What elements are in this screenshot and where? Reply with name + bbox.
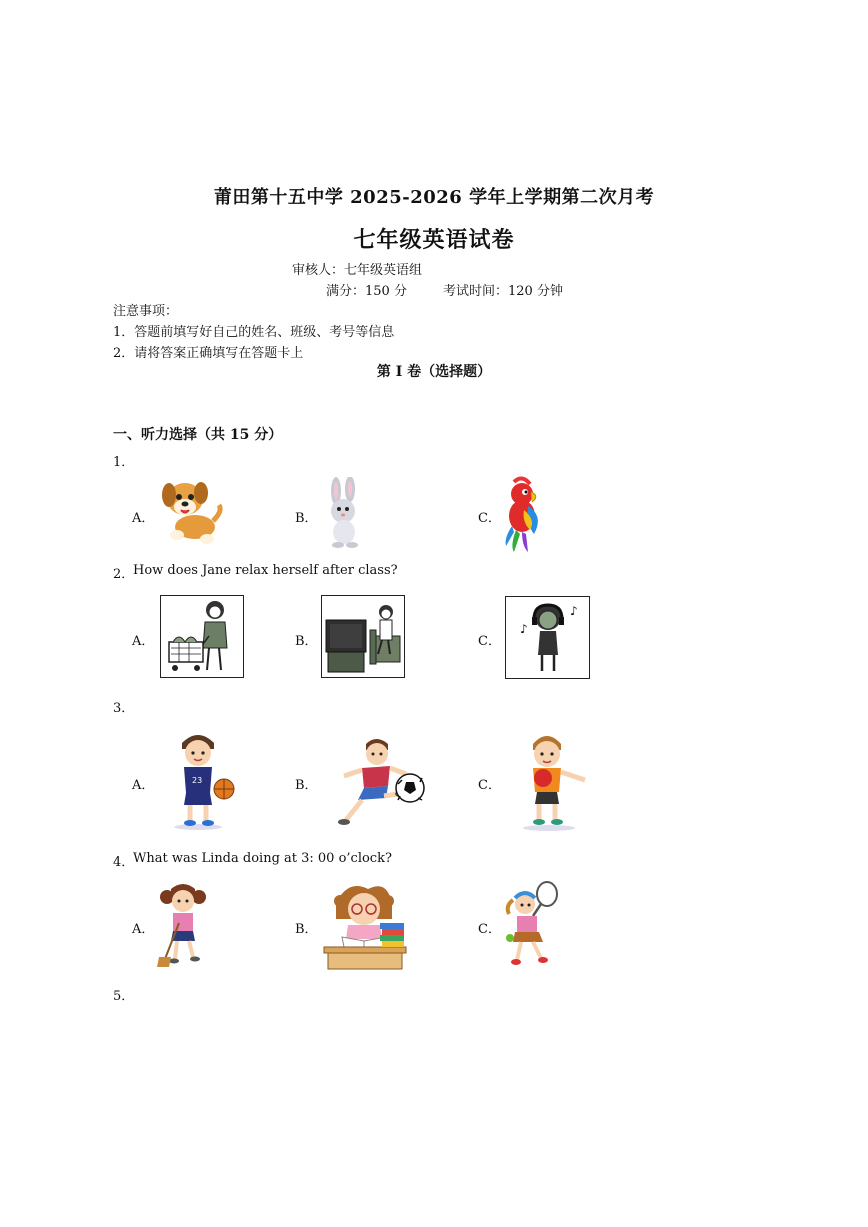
q1-option-a: A． — [132, 511, 155, 526]
q3-option-c: C． — [478, 778, 501, 793]
exam-title: 七年级英语试卷 — [353, 227, 515, 253]
watching-tv-picture-frame — [321, 595, 405, 678]
exam-time: 考试时间：120 分钟 — [443, 284, 563, 299]
listening-music-picture-frame — [505, 596, 590, 679]
full-score: 满分：150 分 — [326, 284, 407, 299]
q4-option-c: C． — [478, 922, 501, 937]
question-2-text: How does Jane relax herself after class? — [133, 563, 398, 578]
dog-icon — [155, 475, 225, 547]
shopping-icon — [161, 596, 243, 677]
question-5-label: 5． — [113, 989, 135, 1004]
q4-option-a: A． — [132, 922, 155, 937]
parrot-icon — [500, 476, 548, 552]
ping-pong-icon — [515, 730, 593, 832]
question-3-label: 3． — [113, 701, 135, 716]
question-4-text: What was Linda doing at 3: 00 o’clock? — [133, 851, 392, 866]
tennis-icon — [503, 880, 563, 970]
question-4-label: 4． — [113, 855, 135, 870]
note-item-1: 1．答题前填写好自己的姓名、班级、考号等信息 — [113, 325, 395, 340]
watching-tv-icon — [322, 596, 404, 677]
svg-text:23: 23 — [192, 776, 203, 785]
q2-option-a: A． — [132, 634, 155, 649]
question-2-label: 2． — [113, 567, 135, 582]
notes-heading: 注意事项： — [113, 304, 179, 319]
q2-option-b: B． — [295, 634, 318, 649]
basketball-icon — [170, 729, 238, 831]
svg-text:♪: ♪ — [520, 622, 528, 636]
reading-icon — [318, 879, 410, 971]
question-1-label: 1． — [113, 455, 135, 470]
note-item-2: 2．请将答案正确填写在答题卡上 — [113, 346, 304, 361]
sweeping-icon — [155, 879, 211, 969]
q4-option-b: B． — [295, 922, 318, 937]
section-one-title: 一、听力选择（共 15 分） — [113, 427, 283, 443]
listening-music-icon — [506, 597, 589, 678]
volume-title: 第 I 卷（选择题） — [376, 364, 492, 380]
q1-option-b: B． — [295, 511, 318, 526]
q3-option-a: A． — [132, 778, 155, 793]
q2-option-c: C． — [478, 634, 501, 649]
school-title: 莆田第十五中学 2025-2026 学年上学期第二次月考 — [213, 187, 655, 208]
rabbit-icon — [318, 477, 370, 549]
svg-text:♪: ♪ — [570, 604, 578, 618]
soccer-icon — [322, 736, 426, 830]
q1-option-c: C． — [478, 511, 501, 526]
shopping-picture-frame — [160, 595, 244, 678]
reviewer: 审核人：七年级英语组 — [292, 263, 423, 278]
q3-option-b: B． — [295, 778, 318, 793]
